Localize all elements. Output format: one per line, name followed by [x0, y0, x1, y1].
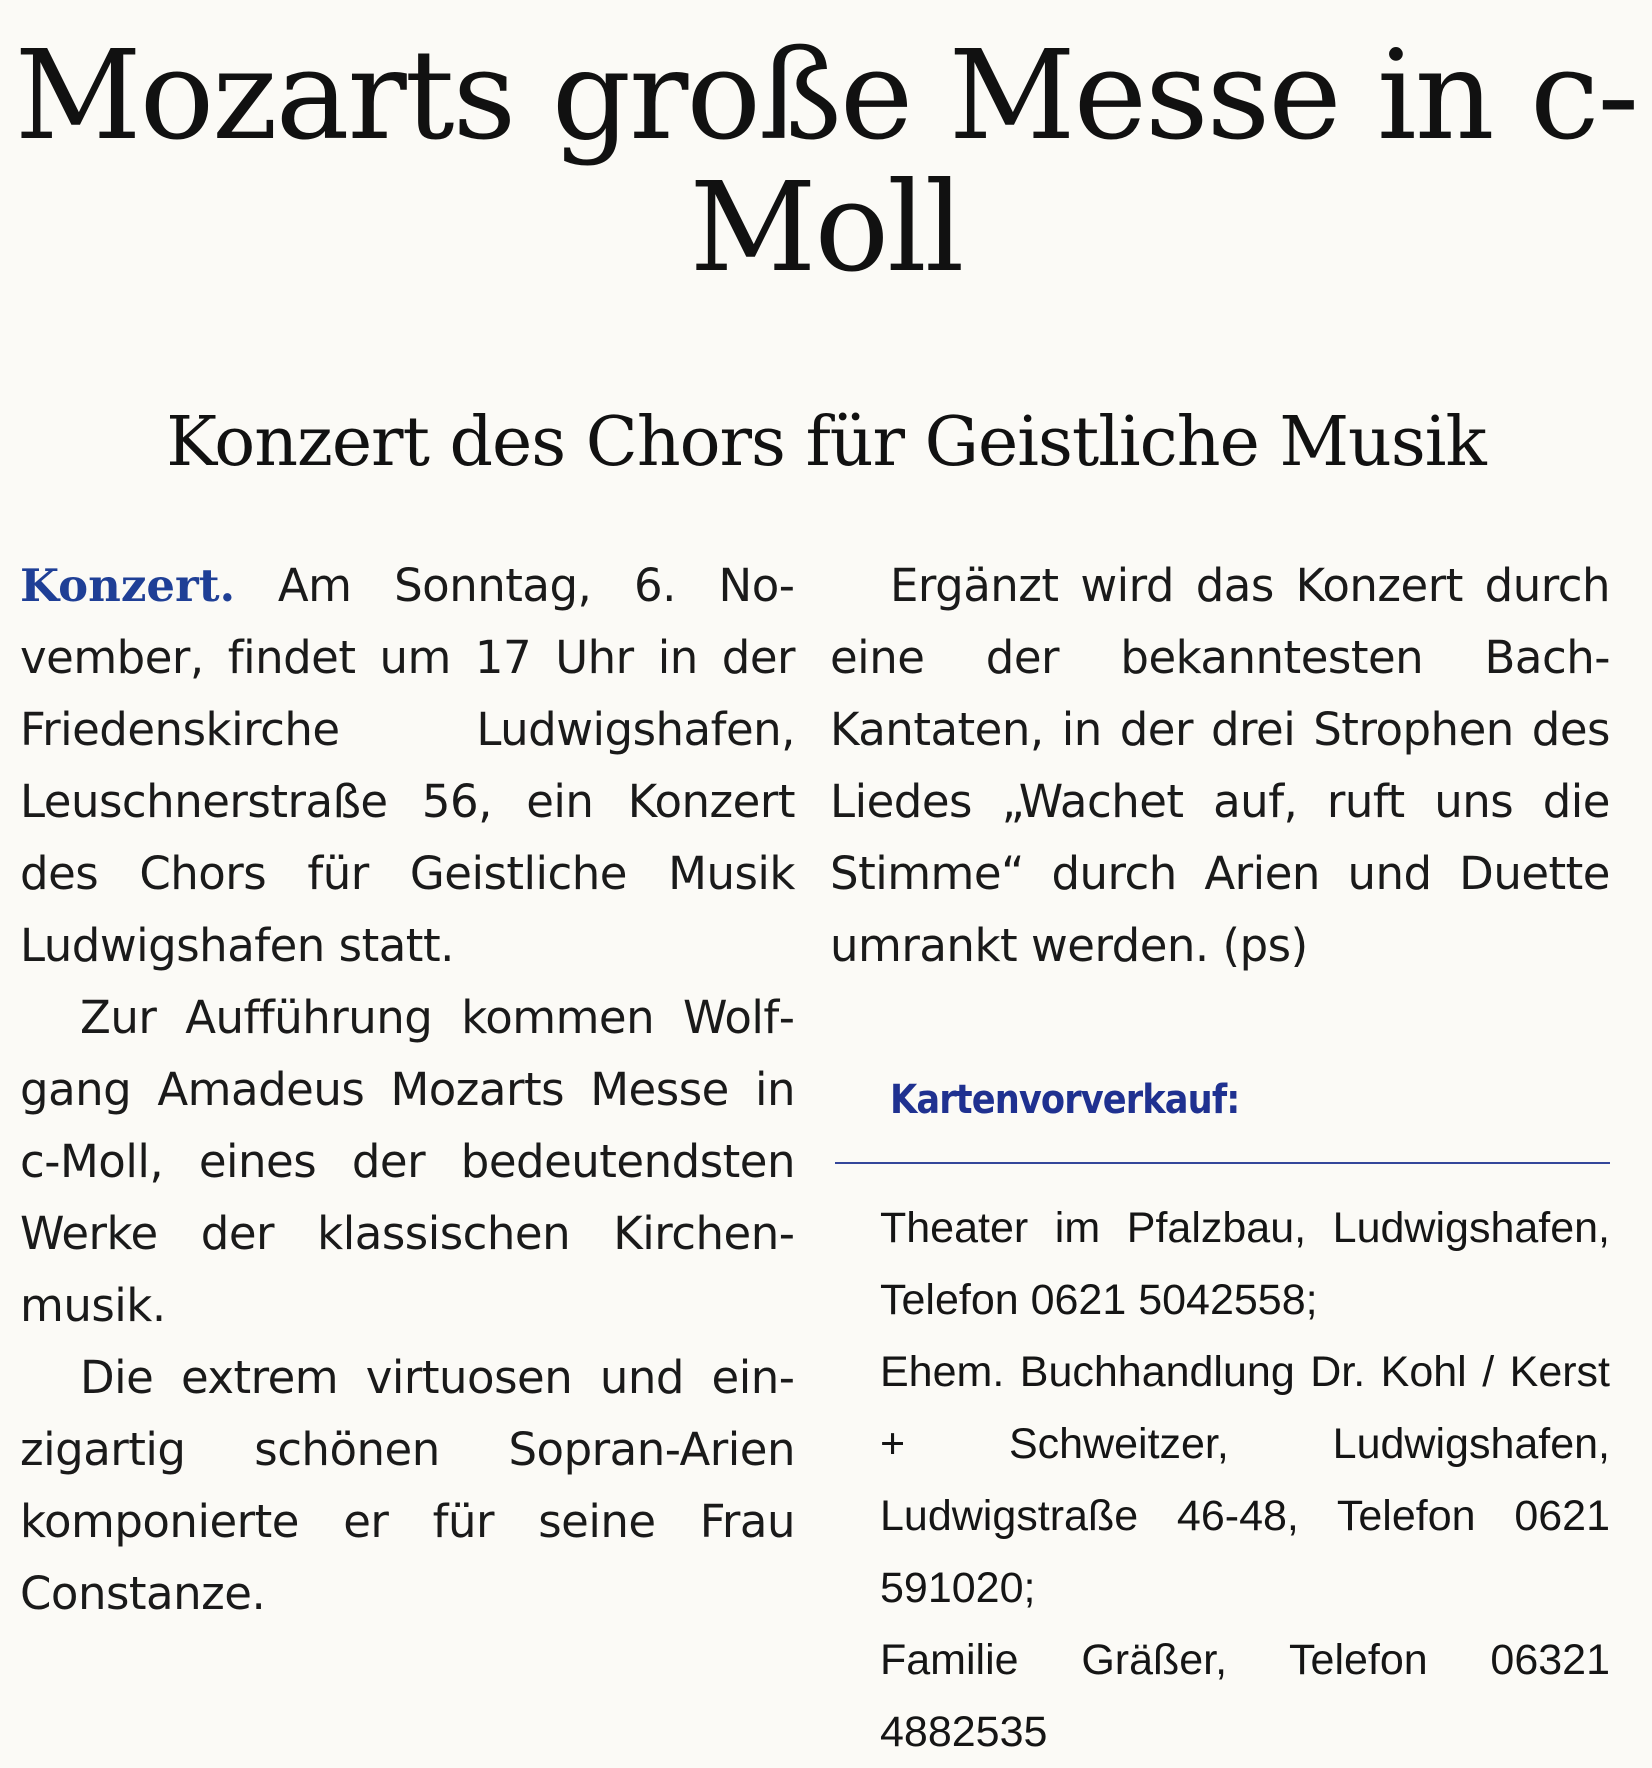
ticket-entry: Familie Gräßer, Telefon 06321 4882535 — [880, 1636, 1610, 1756]
article-right-column — [830, 550, 1610, 982]
headline: Mozarts große Messe in c-Moll — [14, 24, 1638, 300]
ticket-title: Kartenvorverkauf: — [890, 1077, 1240, 1123]
subheadline: Konzert des Chors für Geistliche Musik — [166, 403, 1486, 482]
article-paragraph-2: Zur Aufführung kommen Wolfgang Amadeus Mozarts Messe in c-Moll, eines der bedeutendsten Werke der klassischen Kirchenmusik. — [20, 991, 795, 1332]
ticket-list — [880, 1192, 1610, 1768]
article-paragraph-3: Die extrem virtuosen und einzigartig schönen Sopran-Arien komponierte er für seine Frau Constanze. — [20, 1351, 795, 1620]
divider — [835, 1162, 1610, 1164]
lead-word: Konzert. — [20, 559, 236, 612]
ticket-entry: Theater im Pfalzbau, Ludwigshafen, Telefon 0621 5042558; — [880, 1204, 1610, 1324]
paragraph-1-text: Am Sonntag, 6. November, findet um 17 Uhr in der Friedenskirche Ludwigshafen, Leuschnerstraße 56, ein Konzert des Chors für Geistliche Musik Ludwigshafen statt. — [20, 559, 795, 972]
article-paragraph-4: Ergänzt wird das Konzert durch eine der bekanntesten Bach-Kantaten, in der drei Strophen des Liedes „Wachet auf, ruft uns die Stimme“ durch Arien und Duette umrankt werden. (ps) — [830, 559, 1610, 972]
ticket-entry: Ehem. Buchhandlung Dr. Kohl / Kerst + Schweitzer, Ludwigshafen, Ludwigstraße 46-48, Telefon 0621 591020; — [880, 1348, 1610, 1612]
article-paragraph-1 — [20, 550, 795, 982]
article-left-column — [20, 550, 795, 1630]
ticket-info-box — [835, 1070, 1610, 1768]
